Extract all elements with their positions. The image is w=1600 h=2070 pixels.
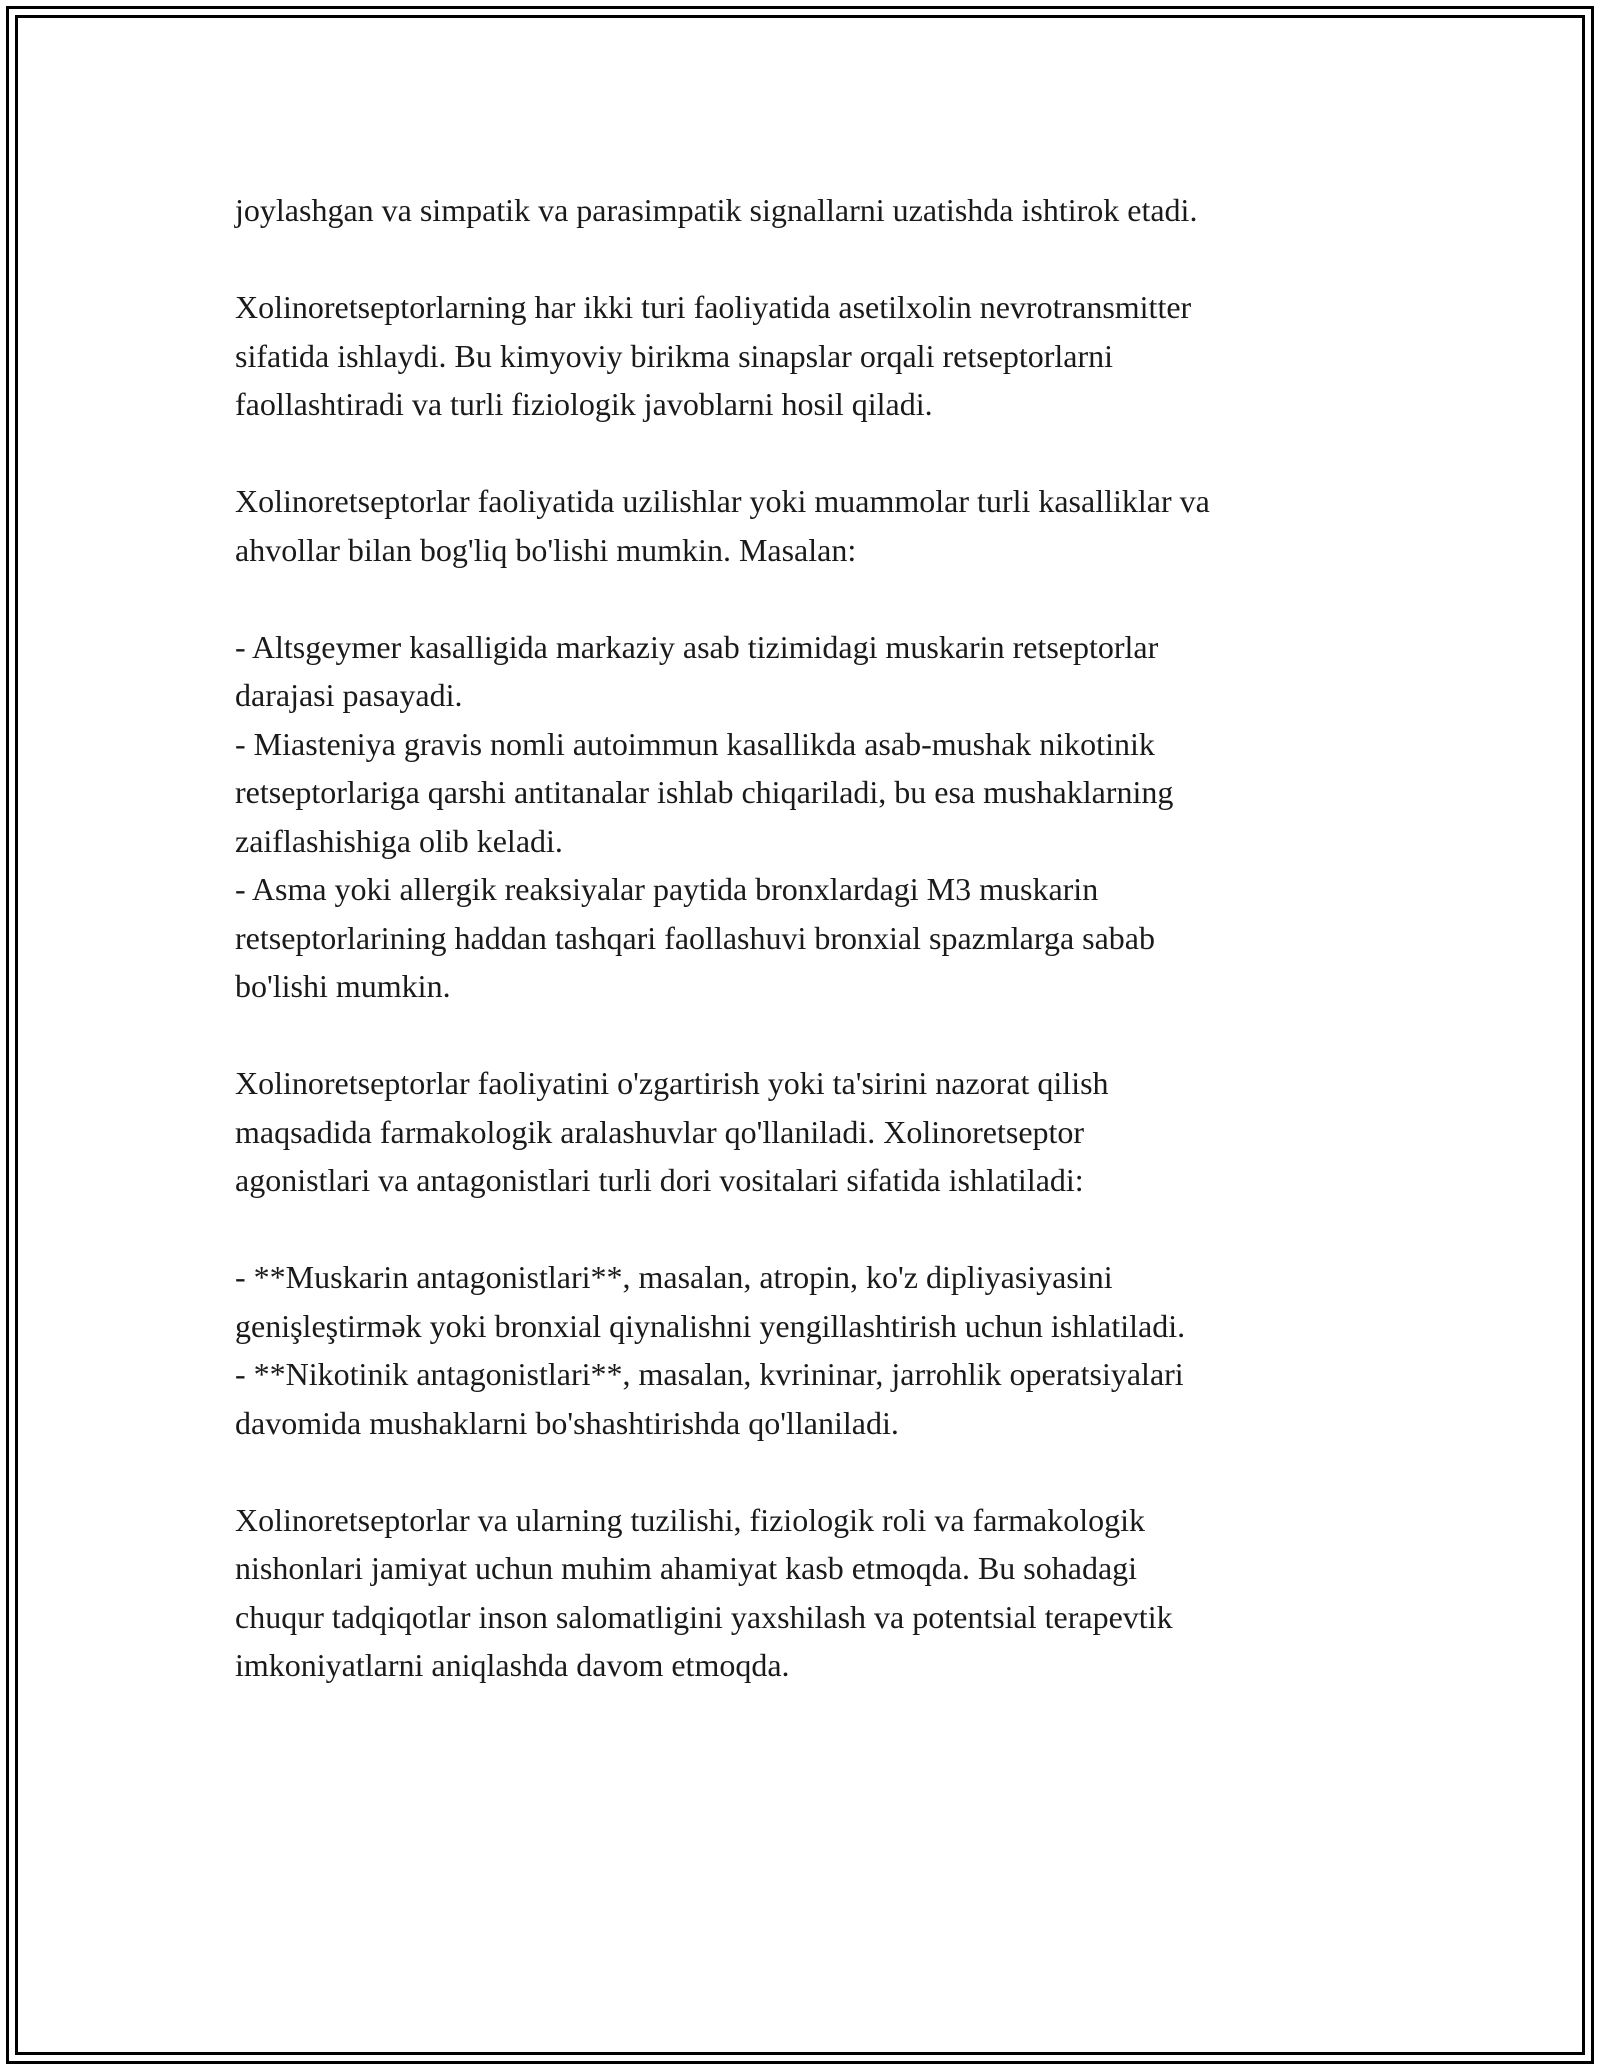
text-line: joylashgan va simpatik va parasimpatik signallarni uzatishda ishtirok etadi. [235, 192, 1198, 228]
paragraph-gap [235, 1205, 1375, 1254]
text-line: - **Muskarin antagonistlari**, masalan, atropin, ko'z dipliyasiyasini [235, 1259, 1113, 1295]
text-line: - Asma yoki allergik reaksiyalar paytida bronxlardagi M3 muskarin [235, 871, 1099, 907]
text-line: faollashtiradi va turli fiziologik javoblarni hosil qiladi. [235, 386, 933, 422]
text-line: chuqur tadqiqotlar inson salomatligini yaxshilash va potentsial terapevtik [235, 1598, 1173, 1635]
text-line: bo'lishi mumkin. [235, 968, 451, 1004]
text-line: Xolinoretseptorlarning har ikki turi faoliyatida asetilxolin nevrotransmitter [235, 289, 1192, 325]
text-line: davomida mushaklarni bo'shashtirishda qo'llaniladi. [235, 1404, 899, 1441]
text-line: agonistlari va antagonistlari turli dori vositalari sifatida ishlatiladi: [235, 1162, 1084, 1198]
text-line: darajasi pasayadi. [235, 677, 463, 713]
text-line: Xolinoretseptorlar faoliyatini o'zgartirish yoki ta'sirini nazorat qilish [235, 1065, 1109, 1101]
paragraph-5 [235, 1059, 1375, 1205]
text-line: retseptorlariga qarshi antitanalar ishlab chiqariladi, bu esa mushaklarning [235, 774, 1174, 810]
paragraph-4-list [235, 623, 1375, 1011]
text-line: - Altsgeymer kasalligida markaziy asab tizimidagi muskarin retseptorlar [235, 628, 1159, 665]
text-line: retseptorlarining haddan tashqari faollashuvi bronxial spazmlarga sabab [235, 919, 1155, 956]
paragraph-gap [235, 574, 1375, 623]
paragraph-gap [235, 1011, 1375, 1060]
text-line: zaiflashishiga olib keladi. [235, 822, 563, 859]
text-line: imkoniyatlarni aniqlashda davom etmoqda. [235, 1647, 790, 1683]
text-line: Xolinoretseptorlar faoliyatida uzilishlar yoki muammolar turli kasalliklar va [235, 483, 1210, 519]
text-line: genişleştirmək yoki bronxial qiynalishni yengillashtirish uchun ishlatiladi. [235, 1307, 1186, 1344]
text-line: nishonlari jamiyat uchun muhim ahamiyat kasb etmoqda. Bu sohadagi [235, 1550, 1138, 1586]
paragraph-7 [235, 1496, 1375, 1690]
paragraph-gap [235, 429, 1375, 478]
paragraph-gap [235, 235, 1375, 284]
paragraph-2 [235, 283, 1375, 429]
text-line: sifatida ishlaydi. Bu kimyoviy birikma sinapslar orqali retseptorlarni [235, 337, 1114, 374]
paragraph-3 [235, 477, 1375, 574]
paragraph-6-list [235, 1253, 1375, 1447]
text-line: Xolinoretseptorlar va ularning tuzilishi, fiziologik roli va farmakologik [235, 1501, 1145, 1538]
paragraph-gap [235, 1447, 1375, 1496]
paragraph-1 [235, 186, 1375, 235]
text-line: - Miasteniya gravis nomli autoimmun kasallikda asab-mushak nikotinik [235, 725, 1155, 762]
text-line: - **Nikotinik antagonistlari**, masalan, kvrininar, jarrohlik operatsiyalari [235, 1356, 1184, 1392]
text-line: ahvollar bilan bog'liq bo'lishi mumkin. Masalan: [235, 531, 857, 568]
text-line: maqsadida farmakologik aralashuvlar qo'llaniladi. Xolinoretseptor [235, 1113, 1085, 1150]
document-body [235, 186, 1375, 1690]
